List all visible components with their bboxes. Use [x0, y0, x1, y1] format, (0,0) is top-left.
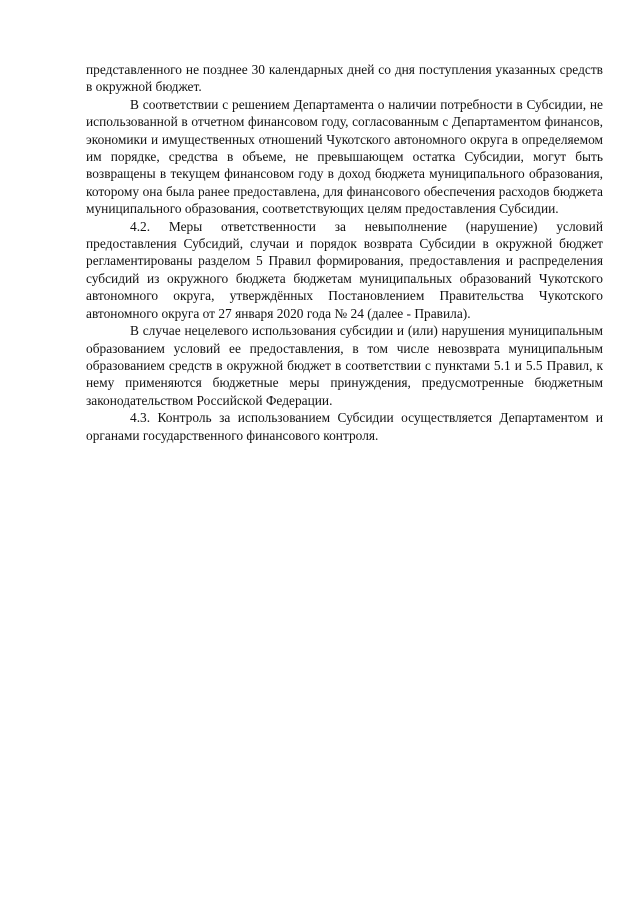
paragraph-misuse-measures: В случае нецелевого использования субсидии и (или) нарушения муниципальным образованием условий ее предоставления, в том числе невозврата муниципальным образованием средств в окружной бюджет в соответствии с пунктами 5.1 и 5.5 Правил, к нему применяются бюджетные меры принуждения, предусмотренные бюджетным законодательством Российской Федерации. — [86, 323, 603, 408]
paragraph-4-2-responsibility: 4.2. Меры ответственности за невыполнение (нарушение) условий предоставления Субсидий, случаи и порядок возврата Субсидии в окружной бюджет регламентированы разделом 5 Правил формирования, предоставления и распределения субсидий из окружного бюджета бюджетам муниципальных образований Чукотского автономного округа, утверждённых Постановлением Правительства Чукотского автономного округа от 27 января 2020 года № 24 (далее - Правила). — [86, 218, 603, 321]
paragraph-continuation: представленного не позднее 30 календарных дней со дня поступления указанных средств в окружной бюджет. — [86, 62, 603, 95]
paragraph-subsidy-return: В соответствии с решением Департамента о наличии потребности в Субсидии, не использованной в отчетном финансовом году, согласованным с Департаментом финансов, экономики и имущественных отношений Чукотского автономного округа в определяемом им порядке, средства в объеме, не превышающем остатка Субсидии, могут быть возвращены в текущем финансовом году в доход бюджета муниципального образования, которому она была ранее предоставлена, для финансового обеспечения расходов бюджета муниципального образования, соответствующих целям предоставления Субсидии. — [86, 96, 603, 217]
paragraph-4-3-control: 4.3. Контроль за использованием Субсидии осуществляется Департаментом и органами государственного финансового контроля. — [86, 410, 603, 443]
document-body — [86, 61, 603, 444]
